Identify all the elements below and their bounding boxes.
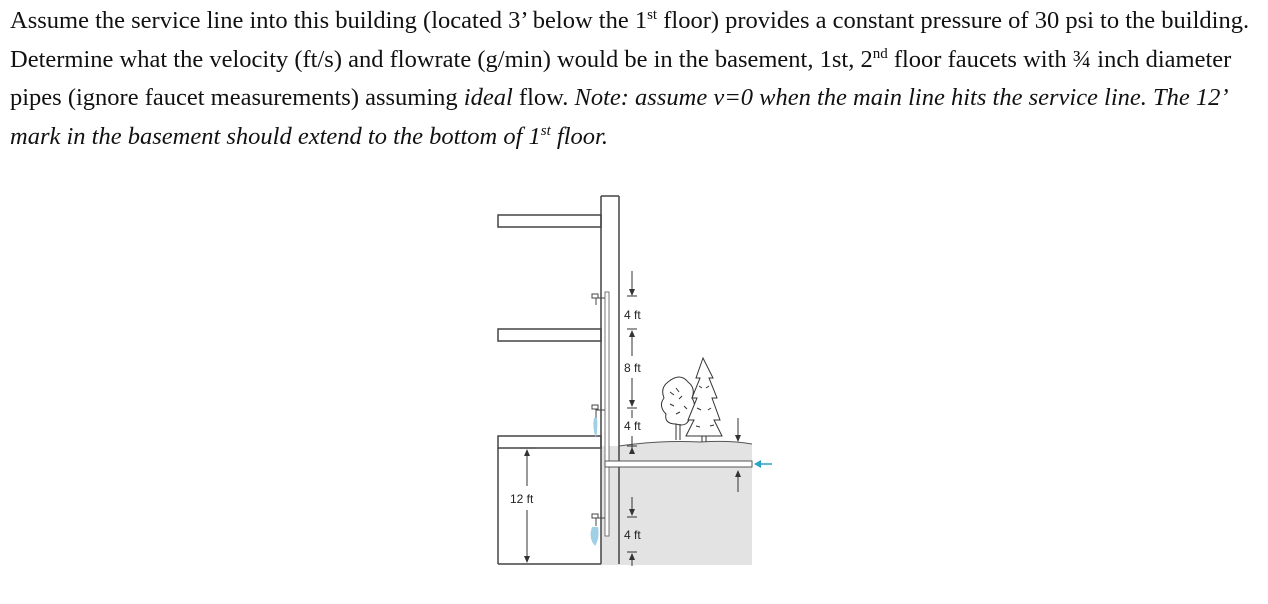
floor-slab-2nd: [498, 329, 601, 341]
water-spray-1st: [593, 418, 597, 438]
service-line: [605, 461, 752, 467]
water-inflow-arrowhead: [754, 460, 761, 468]
dim-label-low: 4 ft: [624, 419, 641, 433]
dim-label-12ft: 12 ft: [510, 492, 534, 506]
ground-fill: [601, 441, 752, 565]
dim-label-mid: 8 ft: [624, 361, 641, 375]
note-text: Note: assume v=0 when the main line hits the service line. The 12’ mark in the basement should extend to the bottom of 1: [10, 84, 1226, 150]
superscript: st: [540, 122, 551, 139]
note-text: floor.: [550, 122, 608, 150]
text-segment: floor) provides a constant pressure of 30 psi to the building. Determine what the velocity (ft/s) and flowrate (g/min) would be in the basement, 1st, 2: [10, 7, 1250, 73]
faucet-2nd-floor: [592, 294, 605, 305]
emphasis-ideal: ideal: [463, 84, 513, 111]
dim-label-top: 4 ft: [624, 308, 641, 322]
text-segment: Assume the service line into this building (located 3’ below the 1: [10, 7, 648, 34]
superscript: nd: [872, 45, 888, 62]
text-segment: floor faucets with ¾ inch diameter pipes (ignore faucet measurements) assuming: [10, 45, 1232, 111]
riser-pipe: [605, 292, 609, 536]
dim-label-basement: 4 ft: [624, 528, 641, 542]
text-segment: flow.: [512, 84, 575, 111]
superscript: st: [647, 7, 658, 23]
floor-slab-1st: [498, 436, 601, 448]
floor-slab-top: [498, 215, 601, 227]
faucet-1st-floor: [592, 405, 605, 418]
water-spray-basement: [591, 527, 599, 546]
